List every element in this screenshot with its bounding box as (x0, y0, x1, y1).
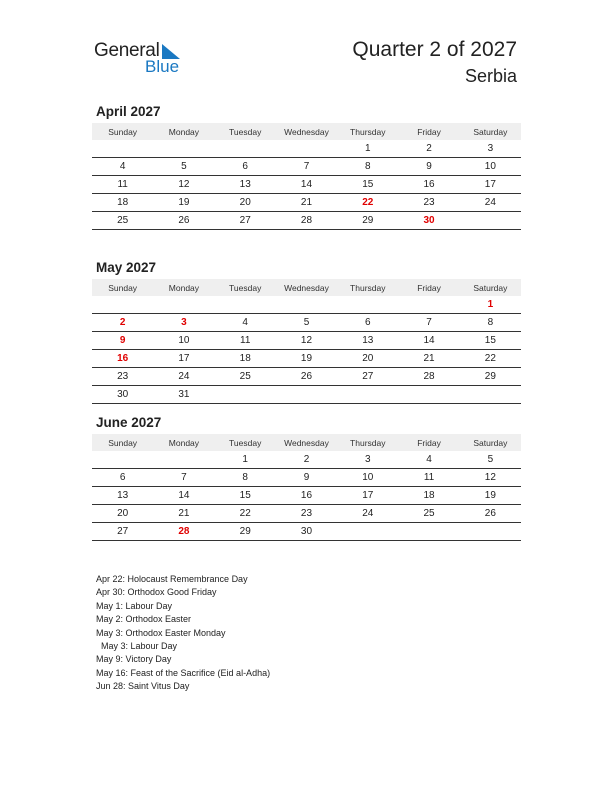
empty-day-cell (276, 140, 337, 158)
page-title: Quarter 2 of 2027 (352, 38, 517, 61)
holiday-item: May 9: Victory Day (96, 654, 172, 665)
day-cell: 12 (276, 332, 337, 350)
empty-day-cell (92, 296, 153, 314)
day-cell: 12 (153, 176, 214, 194)
day-cell: 11 (398, 469, 459, 487)
day-cell: 23 (276, 505, 337, 523)
empty-day-cell (337, 386, 398, 404)
weekday-header: Friday (398, 434, 459, 451)
day-cell: 27 (92, 523, 153, 541)
day-cell: 23 (398, 194, 459, 212)
day-cell: 9 (398, 158, 459, 176)
day-cell: 18 (92, 194, 153, 212)
day-cell: 21 (153, 505, 214, 523)
holiday-item: May 16: Feast of the Sacrifice (Eid al-Adha) (96, 667, 271, 678)
holiday-item: May 2: Orthodox Easter (96, 614, 192, 625)
weekday-header: Thursday (337, 434, 398, 451)
day-cell: 8 (460, 314, 521, 332)
day-cell: 8 (215, 469, 276, 487)
weekday-header-row (92, 123, 521, 140)
day-cell: 25 (398, 505, 459, 523)
day-cell: 21 (276, 194, 337, 212)
day-cell: 2 (276, 451, 337, 469)
weekday-header: Thursday (337, 123, 398, 140)
day-cell: 29 (337, 212, 398, 230)
weekday-header: Saturday (460, 279, 521, 296)
day-cell: 26 (153, 212, 214, 230)
day-cell: 6 (92, 469, 153, 487)
empty-day-cell (92, 451, 153, 469)
day-cell: 11 (215, 332, 276, 350)
day-cell: 31 (153, 386, 214, 404)
weekday-header: Tuesday (215, 279, 276, 296)
calendar-table (92, 434, 521, 541)
calendar-table (92, 123, 521, 230)
week-row (92, 176, 521, 194)
day-cell: 7 (398, 314, 459, 332)
month-title: April 2027 (96, 104, 161, 119)
day-cell: 7 (276, 158, 337, 176)
day-cell: 17 (337, 487, 398, 505)
holiday-item: Apr 22: Holocaust Remembrance Day (96, 574, 248, 584)
day-cell: 11 (92, 176, 153, 194)
weekday-header: Tuesday (215, 123, 276, 140)
day-cell: 15 (460, 332, 521, 350)
day-cell: 30 (276, 523, 337, 541)
holiday-item: Apr 30: Orthodox Good Friday (96, 587, 217, 598)
weekday-header: Friday (398, 279, 459, 296)
holiday-item: Jun 28: Saint Vitus Day (96, 681, 190, 692)
day-cell: 29 (460, 368, 521, 386)
month-title: May 2027 (96, 260, 157, 275)
day-cell: 5 (460, 451, 521, 469)
day-cell: 18 (215, 350, 276, 368)
day-cell: 4 (215, 314, 276, 332)
empty-day-cell (337, 523, 398, 541)
day-cell: 15 (215, 487, 276, 505)
day-cell: 22 (460, 350, 521, 368)
empty-day-cell (276, 386, 337, 404)
day-cell: 15 (337, 176, 398, 194)
week-row (92, 451, 521, 469)
logo (94, 40, 194, 80)
empty-day-cell (460, 212, 521, 230)
day-cell: 13 (215, 176, 276, 194)
day-cell: 3 (153, 314, 214, 332)
day-cell: 3 (337, 451, 398, 469)
day-cell: 13 (92, 487, 153, 505)
weekday-header: Saturday (460, 434, 521, 451)
day-cell: 1 (215, 451, 276, 469)
day-cell: 14 (398, 332, 459, 350)
day-cell: 22 (337, 194, 398, 212)
day-cell: 9 (92, 332, 153, 350)
day-cell: 14 (276, 176, 337, 194)
day-cell: 17 (153, 350, 214, 368)
day-cell: 30 (92, 386, 153, 404)
week-row (92, 296, 521, 314)
week-row (92, 332, 521, 350)
empty-day-cell (460, 523, 521, 541)
day-cell: 30 (398, 212, 459, 230)
day-cell: 6 (215, 158, 276, 176)
day-cell: 5 (153, 158, 214, 176)
day-cell: 5 (276, 314, 337, 332)
week-row (92, 487, 521, 505)
day-cell: 22 (215, 505, 276, 523)
weekday-header: Thursday (337, 279, 398, 296)
logo-general-text: General (94, 40, 160, 61)
day-cell: 25 (215, 368, 276, 386)
month-june (92, 414, 521, 541)
day-cell: 19 (153, 194, 214, 212)
day-cell: 20 (92, 505, 153, 523)
empty-day-cell (92, 140, 153, 158)
day-cell: 2 (398, 140, 459, 158)
day-cell: 4 (398, 451, 459, 469)
weekday-header-row (92, 279, 521, 296)
day-cell: 20 (337, 350, 398, 368)
day-cell: 8 (337, 158, 398, 176)
week-row (92, 314, 521, 332)
empty-day-cell (398, 296, 459, 314)
day-cell: 10 (337, 469, 398, 487)
weekday-header: Sunday (92, 279, 153, 296)
day-cell: 27 (215, 212, 276, 230)
day-cell: 29 (215, 523, 276, 541)
empty-day-cell (215, 386, 276, 404)
weekday-header: Saturday (460, 123, 521, 140)
day-cell: 16 (276, 487, 337, 505)
day-cell: 25 (92, 212, 153, 230)
weekday-header: Wednesday (276, 279, 337, 296)
day-cell: 24 (337, 505, 398, 523)
weekday-header-row (92, 434, 521, 451)
week-row (92, 469, 521, 487)
day-cell: 7 (153, 469, 214, 487)
weekday-header: Sunday (92, 123, 153, 140)
holiday-item: May 1: Labour Day (96, 600, 173, 611)
day-cell: 24 (153, 368, 214, 386)
day-cell: 23 (92, 368, 153, 386)
day-cell: 26 (276, 368, 337, 386)
day-cell: 1 (460, 296, 521, 314)
empty-day-cell (460, 386, 521, 404)
day-cell: 16 (398, 176, 459, 194)
week-row (92, 523, 521, 541)
weekday-header: Sunday (92, 434, 153, 451)
weekday-header: Monday (153, 279, 214, 296)
week-row (92, 194, 521, 212)
empty-day-cell (337, 296, 398, 314)
day-cell: 1 (337, 140, 398, 158)
day-cell: 9 (276, 469, 337, 487)
weekday-header: Wednesday (276, 434, 337, 451)
day-cell: 10 (153, 332, 214, 350)
month-may (92, 259, 521, 404)
day-cell: 19 (460, 487, 521, 505)
week-row (92, 386, 521, 404)
holiday-list (96, 573, 270, 694)
day-cell: 16 (92, 350, 153, 368)
day-cell: 6 (337, 314, 398, 332)
weekday-header: Tuesday (215, 434, 276, 451)
holiday-item: May 3: Orthodox Easter Monday (96, 627, 226, 638)
day-cell: 2 (92, 314, 153, 332)
empty-day-cell (153, 451, 214, 469)
day-cell: 13 (337, 332, 398, 350)
weekday-header: Monday (153, 434, 214, 451)
day-cell: 26 (460, 505, 521, 523)
day-cell: 14 (153, 487, 214, 505)
empty-day-cell (398, 386, 459, 404)
day-cell: 21 (398, 350, 459, 368)
day-cell: 19 (276, 350, 337, 368)
day-cell: 10 (460, 158, 521, 176)
day-cell: 3 (460, 140, 521, 158)
week-row (92, 140, 521, 158)
week-row (92, 212, 521, 230)
empty-day-cell (215, 296, 276, 314)
day-cell: 28 (398, 368, 459, 386)
holiday-item: May 3: Labour Day (96, 641, 178, 652)
weekday-header: Friday (398, 123, 459, 140)
weekday-header: Wednesday (276, 123, 337, 140)
day-cell: 27 (337, 368, 398, 386)
month-title: June 2027 (96, 415, 162, 430)
day-cell: 4 (92, 158, 153, 176)
weekday-header: Monday (153, 123, 214, 140)
empty-day-cell (276, 296, 337, 314)
week-row (92, 350, 521, 368)
empty-day-cell (398, 523, 459, 541)
empty-day-cell (153, 140, 214, 158)
day-cell: 24 (460, 194, 521, 212)
calendar-table (92, 279, 521, 404)
logo-blue-text: Blue (145, 57, 180, 76)
week-row (92, 368, 521, 386)
day-cell: 28 (153, 523, 214, 541)
empty-day-cell (153, 296, 214, 314)
day-cell: 28 (276, 212, 337, 230)
week-row (92, 158, 521, 176)
day-cell: 20 (215, 194, 276, 212)
day-cell: 18 (398, 487, 459, 505)
month-april (92, 103, 521, 230)
day-cell: 17 (460, 176, 521, 194)
week-row (92, 505, 521, 523)
empty-day-cell (215, 140, 276, 158)
country-name: Serbia (464, 66, 517, 86)
day-cell: 12 (460, 469, 521, 487)
